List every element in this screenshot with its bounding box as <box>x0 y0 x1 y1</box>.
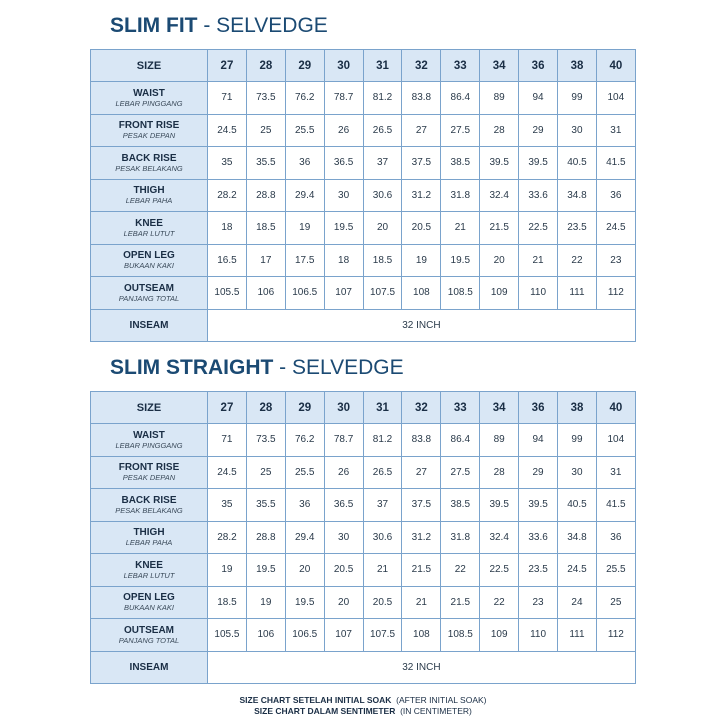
measurement-value: 22 <box>558 244 597 277</box>
section-title-rest: - SELVEDGE <box>197 14 328 37</box>
size-column-header: 31 <box>363 392 402 424</box>
measurement-label: OPEN LEG <box>123 250 175 262</box>
measurement-label-cell <box>91 244 208 277</box>
measurement-value: 37.5 <box>402 489 441 522</box>
measurement-value: 39.5 <box>480 147 519 180</box>
table-row <box>91 424 636 457</box>
measurement-label: OUTSEAM <box>124 282 174 294</box>
measurement-value: 99 <box>558 82 597 115</box>
table-row <box>91 586 636 619</box>
measurement-value: 78.7 <box>324 424 363 457</box>
size-chart-table <box>90 391 636 684</box>
measurement-sublabel: LEBAR PAHA <box>125 196 173 206</box>
inseam-row <box>91 651 636 683</box>
header-row <box>91 392 636 424</box>
size-column-header: 28 <box>246 392 285 424</box>
inseam-label: INSEAM <box>129 661 169 673</box>
measurement-sublabel: PESAK BELAKANG <box>115 163 183 173</box>
measurement-sublabel: PANJANG TOTAL <box>118 635 180 645</box>
measurement-label: THIGH <box>133 185 165 197</box>
measurement-value: 24 <box>558 586 597 619</box>
measurement-value: 73.5 <box>246 424 285 457</box>
measurement-value: 34.8 <box>558 521 597 554</box>
measurement-value: 29.4 <box>285 179 324 212</box>
measurement-value: 107.5 <box>363 277 402 310</box>
measurement-value: 19.5 <box>324 212 363 245</box>
measurement-label-cell <box>91 277 208 310</box>
measurement-value: 111 <box>558 619 597 652</box>
measurement-value: 29 <box>519 114 558 147</box>
measurement-label-cell <box>91 554 208 587</box>
measurement-value: 19.5 <box>285 586 324 619</box>
measurement-value: 71 <box>208 82 247 115</box>
measurement-label-cell <box>91 82 208 115</box>
table-row <box>91 554 636 587</box>
measurement-value: 112 <box>596 619 635 652</box>
measurement-value: 28.2 <box>208 521 247 554</box>
measurement-value: 20.5 <box>363 586 402 619</box>
measurement-value: 20 <box>363 212 402 245</box>
measurement-label: OPEN LEG <box>123 592 175 604</box>
size-column-header: 28 <box>246 50 285 82</box>
measurement-value: 36 <box>596 179 635 212</box>
measurement-value: 107.5 <box>363 619 402 652</box>
table-row <box>91 212 636 245</box>
measurement-value: 28.2 <box>208 179 247 212</box>
measurement-value: 94 <box>519 82 558 115</box>
measurement-value: 26 <box>324 114 363 147</box>
size-column-header: 27 <box>208 392 247 424</box>
measurement-value: 83.8 <box>402 424 441 457</box>
size-column-header: 34 <box>480 392 519 424</box>
measurement-value: 22 <box>480 586 519 619</box>
size-column-header: 32 <box>402 50 441 82</box>
measurement-value: 20 <box>480 244 519 277</box>
measurement-value: 39.5 <box>519 147 558 180</box>
measurement-label-cell <box>91 619 208 652</box>
measurement-value: 111 <box>558 277 597 310</box>
section-title-bold: SLIM FIT <box>110 14 198 37</box>
measurement-value: 81.2 <box>363 82 402 115</box>
measurement-value: 36 <box>596 521 635 554</box>
section-title-bold: SLIM STRAIGHT <box>110 356 274 379</box>
measurement-value: 30 <box>558 456 597 489</box>
size-column-header: 29 <box>285 50 324 82</box>
size-column-header: 27 <box>208 50 247 82</box>
measurement-value: 41.5 <box>596 147 635 180</box>
footer-notes <box>0 695 726 716</box>
measurement-value: 110 <box>519 619 558 652</box>
table-row <box>91 244 636 277</box>
measurement-label: FRONT RISE <box>118 120 180 132</box>
measurement-value: 31.8 <box>441 179 480 212</box>
footer-unit-bold: SIZE CHART DALAM SENTIMETER <box>254 705 396 716</box>
measurement-value: 24.5 <box>208 114 247 147</box>
measurement-value: 71 <box>208 424 247 457</box>
measurement-sublabel: LEBAR PINGGANG <box>115 98 183 108</box>
measurement-label-cell <box>91 456 208 489</box>
measurement-value: 104 <box>596 424 635 457</box>
measurement-value: 110 <box>519 277 558 310</box>
size-column-header: 29 <box>285 392 324 424</box>
measurement-value: 19 <box>285 212 324 245</box>
measurement-value: 26.5 <box>363 456 402 489</box>
measurement-label: THIGH <box>133 527 165 539</box>
measurement-label-cell <box>91 179 208 212</box>
measurement-value: 109 <box>480 619 519 652</box>
measurement-label: WAIST <box>133 429 165 441</box>
measurement-value: 37.5 <box>402 147 441 180</box>
measurement-value: 24.5 <box>558 554 597 587</box>
table-row <box>91 82 636 115</box>
measurement-value: 89 <box>480 424 519 457</box>
measurement-label-cell <box>91 521 208 554</box>
measurement-label: KNEE <box>135 217 163 229</box>
measurement-value: 39.5 <box>480 489 519 522</box>
measurement-value: 20 <box>285 554 324 587</box>
size-header: SIZE <box>91 392 208 424</box>
measurement-value: 38.5 <box>441 489 480 522</box>
measurement-value: 19.5 <box>246 554 285 587</box>
measurement-value: 21 <box>441 212 480 245</box>
measurement-value: 21 <box>519 244 558 277</box>
measurement-value: 32.4 <box>480 179 519 212</box>
measurement-sublabel: PESAK DEPAN <box>122 473 176 483</box>
measurement-label-cell <box>91 424 208 457</box>
measurement-value: 27.5 <box>441 114 480 147</box>
measurement-value: 25.5 <box>285 114 324 147</box>
measurement-label: WAIST <box>133 87 165 99</box>
measurement-value: 23 <box>596 244 635 277</box>
table-row <box>91 147 636 180</box>
inseam-label-cell <box>91 651 208 683</box>
measurement-value: 29 <box>519 456 558 489</box>
measurement-value: 30 <box>324 179 363 212</box>
measurement-value: 28 <box>480 114 519 147</box>
measurement-value: 21.5 <box>441 586 480 619</box>
measurement-value: 109 <box>480 277 519 310</box>
measurement-value: 29.4 <box>285 521 324 554</box>
measurement-value: 28.8 <box>246 521 285 554</box>
measurement-value: 23.5 <box>558 212 597 245</box>
measurement-value: 18.5 <box>246 212 285 245</box>
measurement-value: 106 <box>246 277 285 310</box>
measurement-value: 112 <box>596 277 635 310</box>
measurement-label-cell <box>91 489 208 522</box>
table-row <box>91 456 636 489</box>
measurement-value: 23.5 <box>519 554 558 587</box>
measurement-sublabel: PANJANG TOTAL <box>118 293 180 303</box>
measurement-value: 27 <box>402 114 441 147</box>
measurement-value: 104 <box>596 82 635 115</box>
measurement-sublabel: LEBAR PINGGANG <box>115 440 183 450</box>
measurement-value: 28 <box>480 456 519 489</box>
size-column-header: 34 <box>480 50 519 82</box>
measurement-value: 40.5 <box>558 147 597 180</box>
measurement-value: 108 <box>402 277 441 310</box>
measurement-value: 99 <box>558 424 597 457</box>
measurement-value: 78.7 <box>324 82 363 115</box>
measurement-label-cell <box>91 147 208 180</box>
measurement-label: BACK RISE <box>121 494 177 506</box>
measurement-value: 107 <box>324 277 363 310</box>
measurement-value: 30 <box>324 521 363 554</box>
size-column-header: 36 <box>519 392 558 424</box>
measurement-label: BACK RISE <box>121 152 177 164</box>
table-row <box>91 521 636 554</box>
measurement-value: 36 <box>285 489 324 522</box>
measurement-value: 19 <box>402 244 441 277</box>
measurement-value: 35 <box>208 489 247 522</box>
size-column-header: 36 <box>519 50 558 82</box>
measurement-value: 31 <box>596 114 635 147</box>
measurement-value: 25.5 <box>596 554 635 587</box>
measurement-value: 23 <box>519 586 558 619</box>
measurement-value: 108 <box>402 619 441 652</box>
table-row <box>91 277 636 310</box>
measurement-sublabel: BUKAAN KAKI <box>123 603 175 613</box>
measurement-value: 34.8 <box>558 179 597 212</box>
measurement-value: 20.5 <box>402 212 441 245</box>
measurement-value: 31.2 <box>402 179 441 212</box>
measurement-value: 17 <box>246 244 285 277</box>
size-column-header: 38 <box>558 392 597 424</box>
measurement-value: 25 <box>596 586 635 619</box>
measurement-value: 24.5 <box>208 456 247 489</box>
inseam-row <box>91 309 636 341</box>
measurement-value: 21 <box>363 554 402 587</box>
size-header: SIZE <box>91 50 208 82</box>
measurement-value: 20.5 <box>324 554 363 587</box>
inseam-label-cell <box>91 309 208 341</box>
footer-unit-light: (IN CENTIMETER) <box>395 705 472 716</box>
measurement-value: 81.2 <box>363 424 402 457</box>
measurement-value: 24.5 <box>596 212 635 245</box>
size-chart-table <box>90 49 636 342</box>
measurement-value: 35.5 <box>246 489 285 522</box>
measurement-value: 18.5 <box>208 586 247 619</box>
table-row <box>91 114 636 147</box>
measurement-label: FRONT RISE <box>118 462 180 474</box>
footer-soak-bold: SIZE CHART SETELAH INITIAL SOAK <box>239 695 392 705</box>
measurement-value: 41.5 <box>596 489 635 522</box>
measurement-value: 76.2 <box>285 82 324 115</box>
measurement-value: 39.5 <box>519 489 558 522</box>
measurement-value: 31.8 <box>441 521 480 554</box>
measurement-value: 22 <box>441 554 480 587</box>
footer-line-soak <box>0 695 726 706</box>
measurement-value: 26 <box>324 456 363 489</box>
measurement-value: 86.4 <box>441 424 480 457</box>
size-column-header: 33 <box>441 50 480 82</box>
measurement-label: OUTSEAM <box>124 624 174 636</box>
size-column-header: 31 <box>363 50 402 82</box>
measurement-value: 89 <box>480 82 519 115</box>
measurement-value: 33.6 <box>519 179 558 212</box>
inseam-value: 32 INCH <box>208 309 636 341</box>
size-column-header: 33 <box>441 392 480 424</box>
measurement-value: 94 <box>519 424 558 457</box>
measurement-value: 19.5 <box>441 244 480 277</box>
footer-line-unit <box>0 706 726 717</box>
measurement-value: 26.5 <box>363 114 402 147</box>
measurement-sublabel: LEBAR LUTUT <box>123 570 175 580</box>
header-row <box>91 50 636 82</box>
measurement-value: 76.2 <box>285 424 324 457</box>
measurement-value: 35 <box>208 147 247 180</box>
measurement-value: 16.5 <box>208 244 247 277</box>
measurement-value: 38.5 <box>441 147 480 180</box>
measurement-value: 18 <box>324 244 363 277</box>
measurement-value: 22.5 <box>519 212 558 245</box>
measurement-value: 106 <box>246 619 285 652</box>
measurement-value: 106.5 <box>285 619 324 652</box>
measurement-value: 25 <box>246 114 285 147</box>
measurement-value: 21 <box>402 586 441 619</box>
measurement-value: 105.5 <box>208 277 247 310</box>
measurement-value: 31.2 <box>402 521 441 554</box>
measurement-value: 27.5 <box>441 456 480 489</box>
measurement-sublabel: BUKAAN KAKI <box>123 261 175 271</box>
measurement-value: 32.4 <box>480 521 519 554</box>
section-title <box>110 355 635 381</box>
measurement-value: 31 <box>596 456 635 489</box>
measurement-value: 40.5 <box>558 489 597 522</box>
measurement-value: 28.8 <box>246 179 285 212</box>
measurement-value: 83.8 <box>402 82 441 115</box>
size-column-header: 32 <box>402 392 441 424</box>
measurement-value: 36 <box>285 147 324 180</box>
measurement-value: 33.6 <box>519 521 558 554</box>
measurement-value: 35.5 <box>246 147 285 180</box>
measurement-value: 73.5 <box>246 82 285 115</box>
measurement-value: 30 <box>558 114 597 147</box>
measurement-value: 18 <box>208 212 247 245</box>
measurement-value: 19 <box>246 586 285 619</box>
size-column-header: 40 <box>596 50 635 82</box>
table-row <box>91 489 636 522</box>
measurement-value: 18.5 <box>363 244 402 277</box>
measurement-value: 105.5 <box>208 619 247 652</box>
size-section-slim-fit <box>90 13 635 342</box>
inseam-label: INSEAM <box>129 319 169 331</box>
measurement-value: 30.6 <box>363 179 402 212</box>
measurement-value: 25 <box>246 456 285 489</box>
measurement-value: 19 <box>208 554 247 587</box>
measurement-label-cell <box>91 212 208 245</box>
size-column-header: 38 <box>558 50 597 82</box>
size-section-slim-straight <box>90 355 635 684</box>
measurement-sublabel: PESAK BELAKANG <box>115 505 183 515</box>
section-title <box>110 13 635 39</box>
table-row <box>91 179 636 212</box>
measurement-value: 107 <box>324 619 363 652</box>
section-title-rest: - SELVEDGE <box>273 356 404 379</box>
measurement-sublabel: PESAK DEPAN <box>122 131 176 141</box>
size-column-header: 30 <box>324 392 363 424</box>
measurement-value: 25.5 <box>285 456 324 489</box>
measurement-sublabel: LEBAR PAHA <box>125 538 173 548</box>
measurement-value: 27 <box>402 456 441 489</box>
measurement-value: 106.5 <box>285 277 324 310</box>
measurement-label-cell <box>91 114 208 147</box>
measurement-value: 22.5 <box>480 554 519 587</box>
measurement-value: 17.5 <box>285 244 324 277</box>
measurement-label-cell <box>91 586 208 619</box>
measurement-value: 37 <box>363 147 402 180</box>
measurement-value: 20 <box>324 586 363 619</box>
measurement-value: 21.5 <box>480 212 519 245</box>
measurement-value: 21.5 <box>402 554 441 587</box>
measurement-value: 36.5 <box>324 489 363 522</box>
measurement-value: 36.5 <box>324 147 363 180</box>
measurement-label: KNEE <box>135 559 163 571</box>
measurement-value: 30.6 <box>363 521 402 554</box>
size-column-header: 30 <box>324 50 363 82</box>
table-row <box>91 619 636 652</box>
size-column-header: 40 <box>596 392 635 424</box>
measurement-value: 108.5 <box>441 277 480 310</box>
footer-soak-light: (AFTER INITIAL SOAK) <box>391 695 487 705</box>
measurement-value: 86.4 <box>441 82 480 115</box>
measurement-value: 37 <box>363 489 402 522</box>
inseam-value: 32 INCH <box>208 651 636 683</box>
measurement-value: 108.5 <box>441 619 480 652</box>
measurement-sublabel: LEBAR LUTUT <box>123 228 175 238</box>
